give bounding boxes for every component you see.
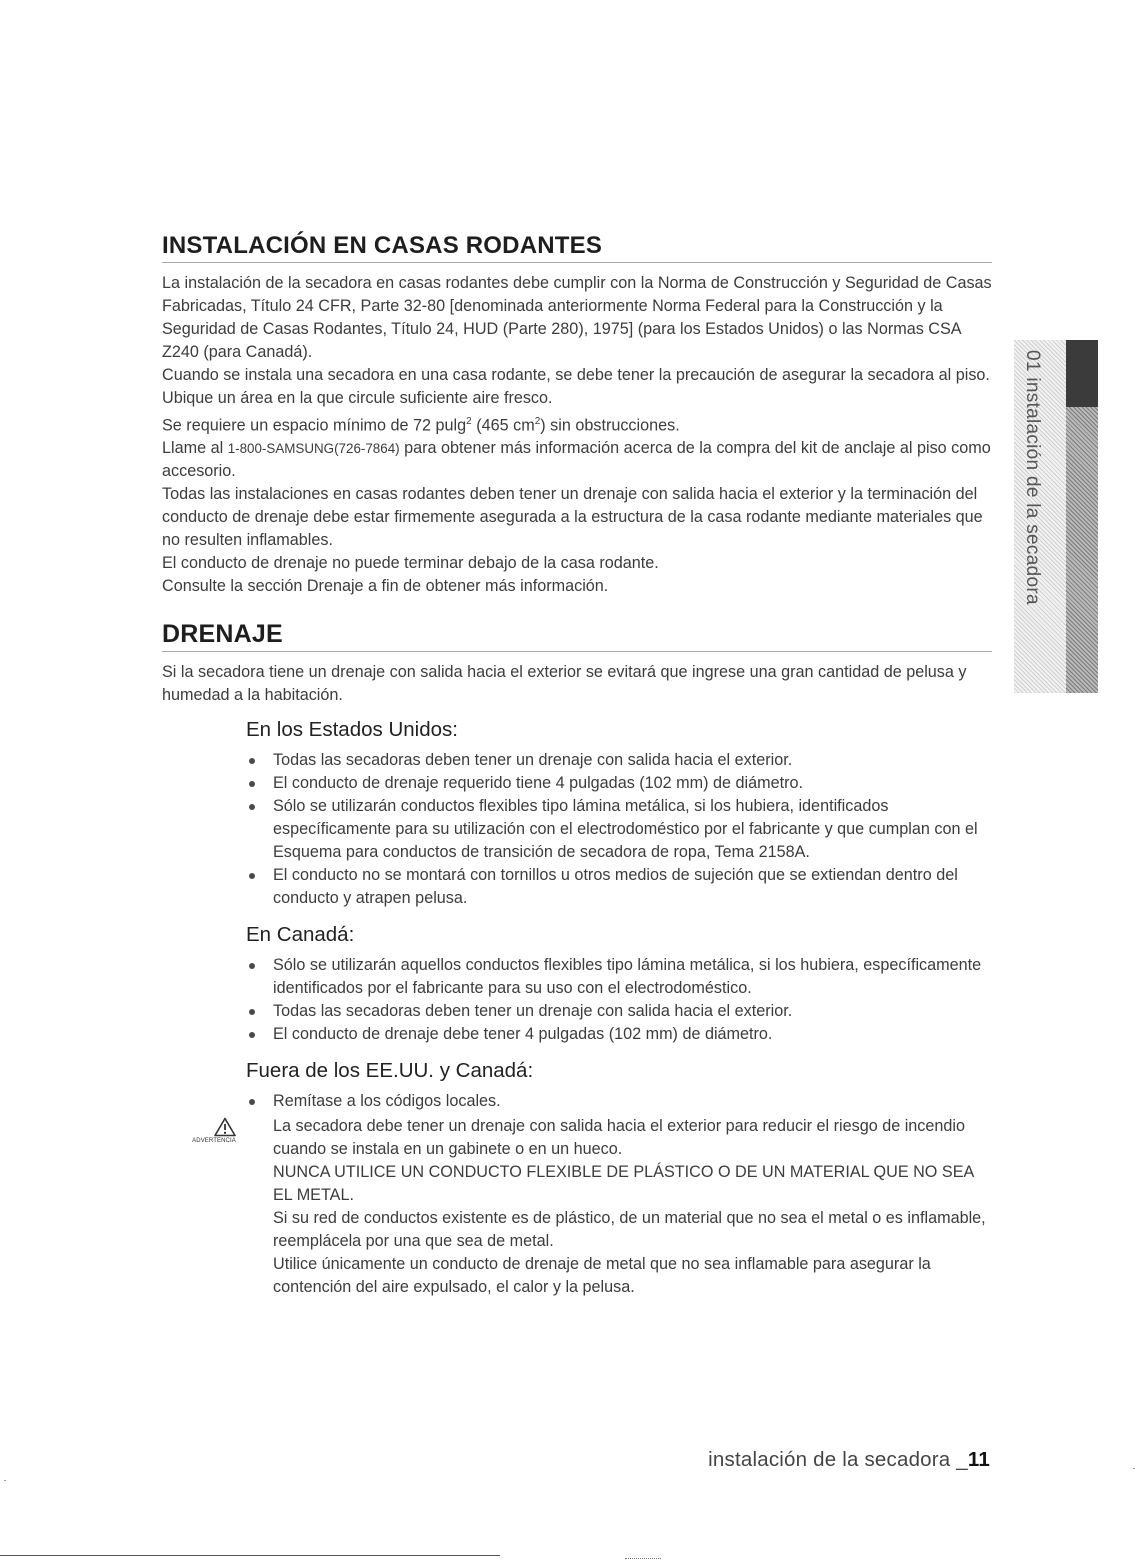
superscript: 2 xyxy=(466,416,472,427)
list-item xyxy=(246,749,992,772)
bullet-icon xyxy=(249,804,255,810)
paragraph-space-requirement xyxy=(162,410,992,437)
list-item xyxy=(246,772,992,795)
side-tab-active-marker xyxy=(1066,340,1098,407)
list-item-text: Remítase a los códigos locales. xyxy=(273,1092,501,1111)
list-item xyxy=(246,1090,992,1113)
text-fragment: para obtener más información acerca de la compra del kit de anclaje al piso como accesorio. xyxy=(162,439,991,481)
bullet-icon xyxy=(249,1009,255,1015)
list-item xyxy=(246,1000,992,1023)
bullet-icon xyxy=(249,963,255,969)
us-bullet-list xyxy=(246,749,992,910)
footer-text: instalación de la secadora _ xyxy=(708,1448,968,1471)
warning-label: ADVERTENCIA xyxy=(192,1138,236,1145)
paragraph-phone xyxy=(162,437,992,483)
warning-block xyxy=(192,1115,992,1299)
paragraph: La instalación de la secadora en casas rodantes debe cumplir con la Norma de Construcción y Seguridad de Casas Fabricadas, Título 24 CFR, Parte 32-80 [denominada anteriormente Norma Federal para la Construcción y la Seguridad de Casas Rodantes, Título 24, HUD (Parte 280), 1975] (para los Estados Unidos) o las Normas CSA Z240 (para Canadá). xyxy=(162,274,992,361)
subheading-canada: En Canadá: xyxy=(246,923,355,947)
chapter-side-tab xyxy=(1014,340,1098,693)
outside-bullet-list xyxy=(246,1090,992,1113)
list-item-text: Sólo se utilizarán conductos flexibles tipo lámina metálica, si los hubiera, identificados específicamente para su utilización con el electrodoméstico por el fabricante y que cumplan con el Esquema para conductos de transición de secadora de ropa, Tema 2158A. xyxy=(273,797,978,862)
bullet-icon xyxy=(249,873,255,879)
subheading-us: En los Estados Unidos: xyxy=(246,718,458,742)
paragraph-drain-intro: Si la secadora tiene un drenaje con salida hacia el exterior se evitará que ingrese una gran cantidad de pelusa y humedad a la habitación. xyxy=(162,663,967,705)
list-item xyxy=(246,864,992,910)
section-title-mobile-homes: INSTALACIÓN EN CASAS RODANTES xyxy=(162,232,992,263)
warning-badge xyxy=(184,1117,244,1145)
warning-paragraph: NUNCA UTILICE UN CONDUCTO FLEXIBLE DE PLÁSTICO O DE UN MATERIAL QUE NO SEA EL METAL. xyxy=(273,1163,974,1205)
text-fragment: (465 cm xyxy=(471,416,535,435)
superscript: 2 xyxy=(534,416,541,427)
side-tab-label: 01 instalación de la secadora xyxy=(1022,350,1043,605)
paragraph: Cuando se instala una secadora en una casa rodante, se debe tener la precaución de asegurar la secadora al piso. xyxy=(162,366,990,384)
bottom-mark xyxy=(625,1558,661,1559)
bullet-icon xyxy=(249,1032,255,1038)
page-footer xyxy=(708,1448,990,1472)
canada-bullet-list xyxy=(246,954,992,1046)
warning-triangle-icon xyxy=(214,1117,236,1137)
page-number: 11 xyxy=(967,1448,990,1471)
warning-paragraph: La secadora debe tener un drenaje con salida hacia el exterior para reducir el riesgo de incendio cuando se instala en un gabinete o en un hueco. xyxy=(273,1117,966,1159)
list-item-text: El conducto no se montará con tornillos u otros medios de sujeción que se extiendan dentro del conducto y atrapen pelusa. xyxy=(273,866,958,908)
warning-paragraph: Si su red de conductos existente es de plástico, de un material que no sea el metal o es inflamable, reemplácela por una que sea de metal. xyxy=(273,1209,986,1251)
paragraph: Ubique un área en la que circule suficiente aire fresco. xyxy=(162,389,553,407)
text-fragment: Llame al xyxy=(162,439,228,458)
warning-paragraph: Utilice únicamente un conducto de drenaje de metal que no sea inflamable para asegurar la contención del aire expulsado, el calor y la pelusa. xyxy=(273,1255,931,1297)
paragraph: Consulte la sección Drenaje a fin de obtener más información. xyxy=(162,577,609,596)
section-title-drain: DRENAJE xyxy=(162,620,992,652)
corner-mark xyxy=(1133,1468,1135,1469)
paragraph: Todas las instalaciones en casas rodantes deben tener un drenaje con salida hacia el exterior y la terminación del conducto de drenaje debe estar firmemente asegurada a la estructura de la casa rodante mediante materiales que no resulten inflamables. xyxy=(162,485,983,550)
bullet-icon xyxy=(249,1099,255,1105)
list-item-text: Sólo se utilizarán aquellos conductos flexibles tipo lámina metálica, si los hubiera, específicamente identificados por el fabricante para su uso con el electrodoméstico. xyxy=(273,956,982,998)
bullet-icon xyxy=(249,758,255,764)
drain-subsections xyxy=(192,707,992,1299)
text-fragment: Se requiere un espacio mínimo de 72 pulg xyxy=(162,416,467,435)
phone-number: 1-800-SAMSUNG(726-7864) xyxy=(227,441,400,457)
list-item-text: El conducto de drenaje debe tener 4 pulgadas (102 mm) de diámetro. xyxy=(273,1025,773,1044)
list-item-text: Todas las secadoras deben tener un drenaje con salida hacia el exterior. xyxy=(273,751,793,770)
paragraph: El conducto de drenaje no puede terminar debajo de la casa rodante. xyxy=(162,554,659,573)
bullet-icon xyxy=(249,781,255,787)
list-item xyxy=(246,954,992,1000)
text-fragment: ) sin obstrucciones. xyxy=(540,416,680,435)
subheading-outside: Fuera de los EE.UU. y Canadá: xyxy=(246,1059,534,1083)
page-content xyxy=(162,232,992,1299)
corner-mark xyxy=(4,1480,6,1481)
side-tab-shade xyxy=(1066,407,1098,693)
list-item-text: El conducto de drenaje requerido tiene 4 pulgadas (102 mm) de diámetro. xyxy=(273,774,804,793)
warning-text xyxy=(246,1115,992,1299)
list-item-text: Todas las secadoras deben tener un drenaje con salida hacia el exterior. xyxy=(273,1002,793,1021)
bottom-divider xyxy=(0,1555,500,1556)
list-item xyxy=(246,795,992,864)
list-item xyxy=(246,1023,992,1046)
